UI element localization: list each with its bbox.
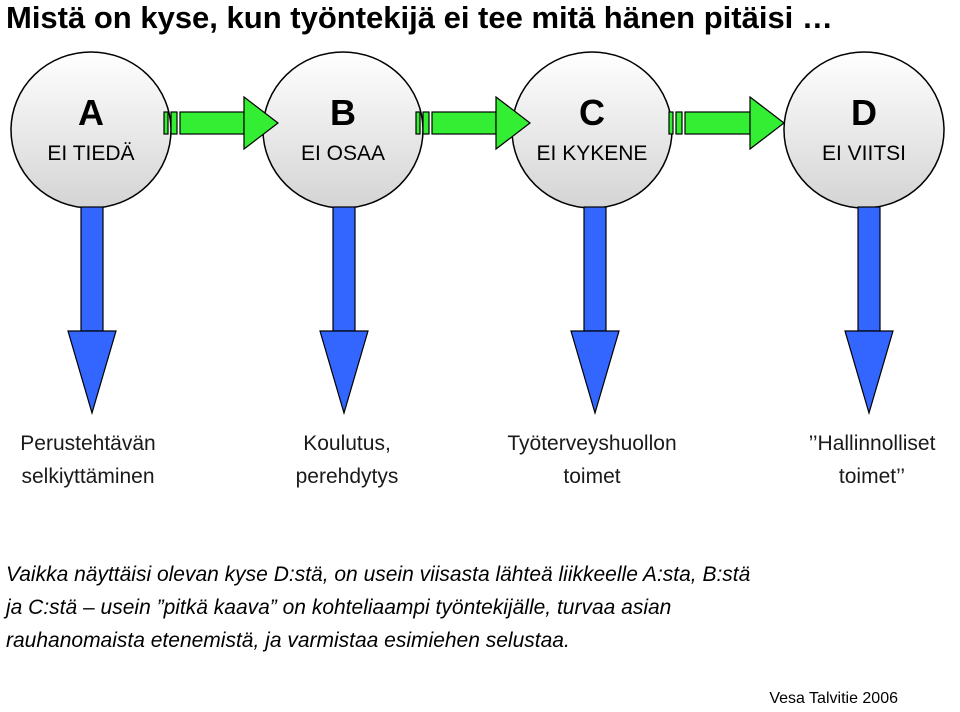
action-d xyxy=(757,427,960,493)
node-c-label: EI KYKENE xyxy=(536,142,648,165)
down-arrow-c xyxy=(571,207,619,413)
node-b-label: EI OSAA xyxy=(300,142,386,165)
node-a-letter: A xyxy=(78,92,104,133)
action-b xyxy=(232,427,462,493)
action-b-line: Koulutus, xyxy=(303,432,391,455)
note-line: Vaikka näyttäisi olevan kyse D:stä, on usein viisasta lähteä liikkeelle A:sta, B:stä xyxy=(6,563,751,586)
action-a-line: Perustehtävän xyxy=(20,432,156,455)
down-arrow-a xyxy=(68,207,116,413)
action-c-line: Työterveyshuollon xyxy=(507,432,677,455)
node-d-label: EI VIITSI xyxy=(821,142,907,165)
action-d-line: ’’Hallinnolliset xyxy=(808,432,936,455)
page-title: Mistä on kyse, kun työntekijä ei tee mitä hänen pitäisi … xyxy=(6,0,833,35)
node-d-letter: D xyxy=(851,92,877,133)
explanation-note xyxy=(6,558,956,657)
action-c xyxy=(477,427,707,493)
action-b-line: perehdytys xyxy=(295,465,399,488)
node-c-letter: C xyxy=(579,92,605,133)
action-a xyxy=(0,427,203,493)
action-a-line: selkiyttäminen xyxy=(21,465,155,488)
note-line: ja C:stä – usein ”pitkä kaava” on kohteliaampi työntekijälle, turvaa asian xyxy=(6,596,672,619)
action-c-line: toimet xyxy=(563,465,621,488)
down-arrow-b xyxy=(320,207,368,413)
note-line: rauhanomaista etenemistä, ja varmistaa esimiehen selustaa. xyxy=(6,629,570,652)
action-d-line: toimet’’ xyxy=(838,465,906,488)
node-a-label: EI TIEDÄ xyxy=(47,142,135,165)
author-credit: Vesa Talvitie 2006 xyxy=(769,690,898,707)
down-arrow-d xyxy=(845,207,893,413)
node-b-letter: B xyxy=(330,92,356,133)
